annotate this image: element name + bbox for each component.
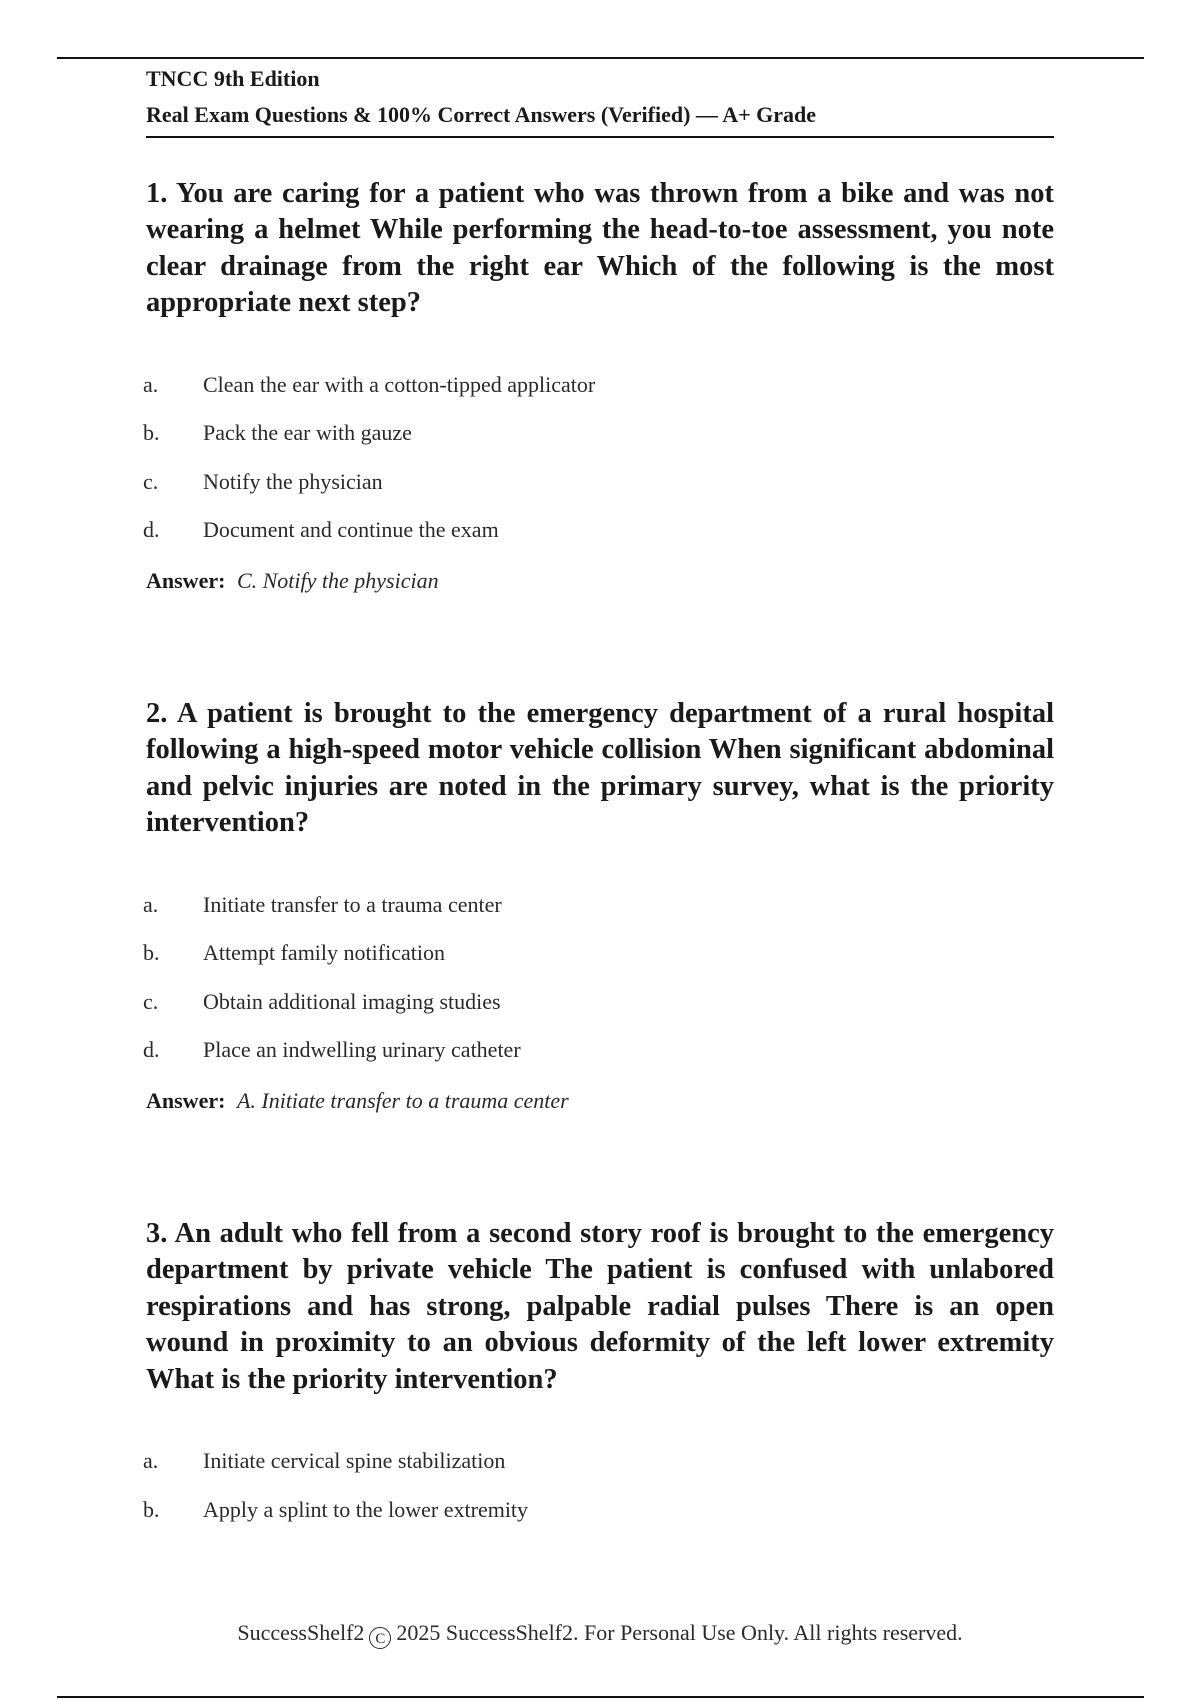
option-text: Clean the ear with a cotton-tipped applicator	[203, 371, 596, 397]
option-letter: a.	[143, 371, 159, 397]
option-text: Notify the physician	[203, 468, 383, 494]
question-2	[143, 696, 1054, 1116]
option-text: Place an indwelling urinary catheter	[203, 1037, 521, 1063]
option-text: Initiate transfer to a trauma center	[203, 891, 502, 917]
option-letter: d.	[143, 517, 160, 543]
top-rule	[57, 57, 1144, 59]
answer-label: Answer:	[146, 1087, 226, 1113]
answer-value: C. Notify the physician	[236, 567, 439, 593]
answer-label: Answer:	[146, 567, 226, 593]
question-stem: 2. A patient is brought to the emergency department of a rural hospital following a high-speed motor vehicle collision When significant abdominal and pelvic injuries are noted in the primary survey, what is the priority intervention?	[146, 698, 1054, 839]
question-stem: 1. You are caring for a patient who was thrown from a bike and was not wearing a helmet While performing the head-to-toe assessment, you note clear drainage from the right ear Which of the following is the most appropriate next step?	[146, 178, 1054, 319]
document-title: TNCC 9th Edition	[146, 66, 320, 91]
option-list	[143, 1446, 1054, 1543]
option-b[interactable]	[143, 418, 1054, 467]
option-letter: b.	[143, 1496, 160, 1522]
footer-brand: SuccessShelf2	[237, 1620, 365, 1645]
option-letter: a.	[143, 891, 159, 917]
option-letter: c.	[143, 468, 159, 494]
document-subtitle: Real Exam Questions & 100% Correct Answers (Verified) — A+ Grade	[146, 96, 1054, 138]
option-text: Initiate cervical spine stabilization	[203, 1448, 506, 1474]
option-letter: b.	[143, 420, 160, 446]
page-header	[146, 62, 1054, 138]
option-d[interactable]	[143, 515, 1054, 564]
answer-line	[146, 1086, 1054, 1116]
option-a[interactable]	[143, 890, 1054, 939]
option-text: Obtain additional imaging studies	[203, 988, 501, 1014]
page-footer	[0, 1618, 1200, 1649]
option-letter: b.	[143, 940, 160, 966]
option-letter: c.	[143, 988, 159, 1014]
option-c[interactable]	[143, 987, 1054, 1036]
option-list	[143, 370, 1054, 564]
question-3	[143, 1216, 1054, 1543]
option-b[interactable]	[143, 1495, 1054, 1544]
copyright-icon: C	[369, 1627, 391, 1649]
option-list	[143, 890, 1054, 1084]
option-c[interactable]	[143, 467, 1054, 516]
question-1	[143, 176, 1054, 596]
answer-line	[146, 566, 1054, 596]
option-text: Apply a splint to the lower extremity	[203, 1496, 529, 1522]
footer-notice: 2025 SuccessShelf2. For Personal Use Only. All rights reserved.	[396, 1620, 963, 1645]
option-text: Attempt family notification	[203, 940, 445, 966]
option-b[interactable]	[143, 938, 1054, 987]
option-d[interactable]	[143, 1035, 1054, 1084]
option-text: Pack the ear with gauze	[203, 420, 412, 446]
option-a[interactable]	[143, 370, 1054, 419]
option-letter: d.	[143, 1037, 160, 1063]
option-letter: a.	[143, 1448, 159, 1474]
option-a[interactable]	[143, 1446, 1054, 1495]
answer-value: A. Initiate transfer to a trauma center	[236, 1087, 569, 1113]
bottom-rule	[57, 1696, 1144, 1698]
option-text: Document and continue the exam	[203, 517, 499, 543]
question-stem: 3. An adult who fell from a second story roof is brought to the emergency department by private vehicle The patient is confused with unlabored respirations and has strong, palpable radial pulses There is an open wound in proximity to an obvious deformity of the left lower extremity What is the priority intervention?	[146, 1218, 1054, 1395]
